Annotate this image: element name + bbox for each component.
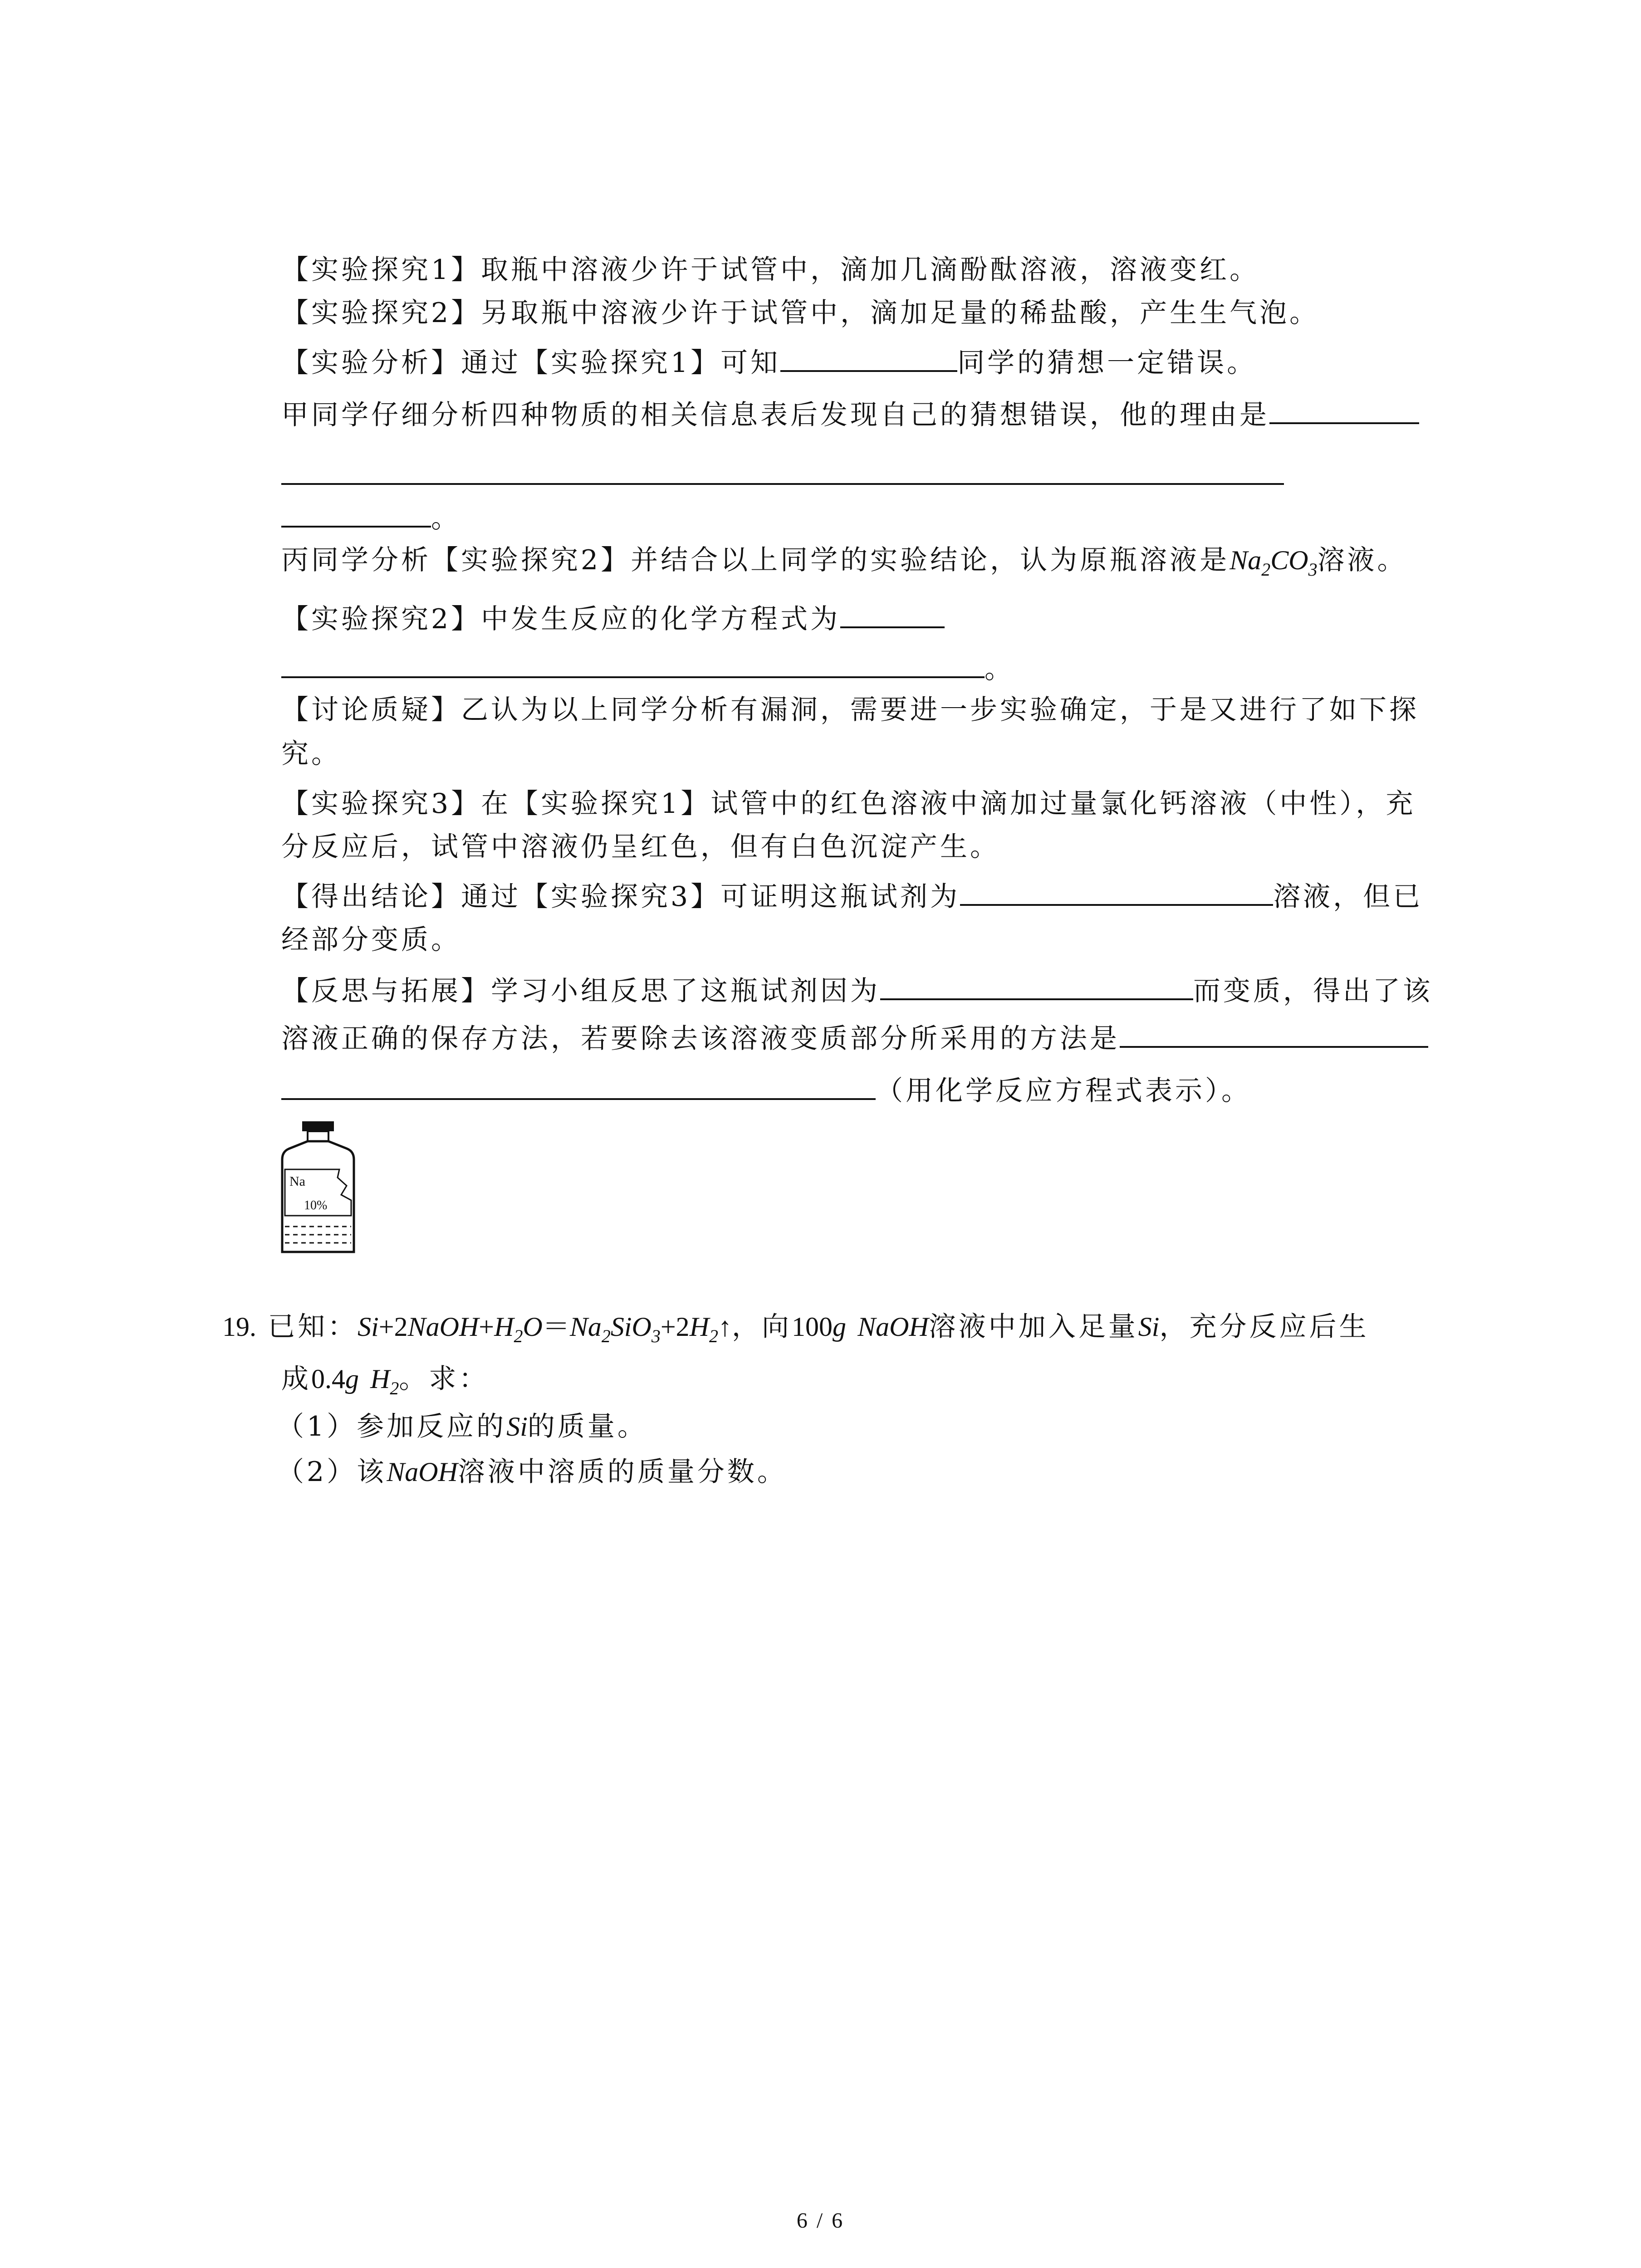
conclusion-text-end: 溶液，但已 <box>1273 881 1423 913</box>
answer-blank-method-2[interactable] <box>281 1071 876 1100</box>
label-text-percent: 10% <box>304 1198 328 1212</box>
q19-sub1-a: （1）参加反应的 <box>277 1411 507 1442</box>
reason-blank-end-line <box>281 498 461 539</box>
paragraph-analysis <box>281 342 1257 383</box>
q19-h2-mass: 0.4 <box>311 1364 345 1394</box>
paragraph-experiment-2: 【实验探究2】另取瓶中溶液少许于试管中，滴加足量的稀盐酸，产生生气泡。 <box>281 297 1320 329</box>
page-number: 6 / 6 <box>796 2209 845 2233</box>
label-text-na: Na <box>289 1174 305 1189</box>
paragraph-discussion: 【讨论质疑】乙认为以上同学分析有漏洞，需要进一步实验确定，于是又进行了如下探 <box>281 694 1419 726</box>
jia-reason-text: 甲同学仔细分析四种物质的相关信息表后发现自己的猜想错误，他的理由是 <box>281 399 1269 431</box>
reagent-bottle-illustration <box>279 1119 358 1256</box>
q19-unit-g2: g <box>345 1364 359 1394</box>
answer-blank-cause[interactable] <box>880 971 1193 1000</box>
period: 。 <box>985 653 1014 685</box>
answer-blank-reason-3[interactable] <box>281 499 431 528</box>
q19-sub1-b: 的质量。 <box>527 1411 647 1442</box>
question-19-sub-1 <box>277 1406 647 1447</box>
reflection-cont-text: 溶液正确的保存方法，若要除去该溶液变质部分所采用的方法是 <box>281 1023 1120 1055</box>
q19-text-b: 溶液中加入足量 <box>928 1311 1138 1343</box>
paragraph-discussion-cont: 究。 <box>281 738 341 770</box>
q19-sub2-naoh: NaOH <box>387 1457 458 1487</box>
paragraph-experiment-3-cont: 分反应后，试管中溶液仍呈红色，但有白色沉淀产生。 <box>281 831 1000 863</box>
q19-line2-b: 。求： <box>399 1363 489 1395</box>
answer-blank-reagent[interactable] <box>960 877 1273 906</box>
question-19-line-2 <box>281 1359 489 1399</box>
paragraph-reflection <box>281 971 1433 1012</box>
q19-sub1-si: Si <box>506 1412 528 1442</box>
q19-intro: 已知： <box>268 1311 358 1343</box>
bing-text: 丙同学分析【实验探究2】并结合以上同学的实验结论，认为原瓶溶液是 <box>281 544 1230 576</box>
q19-unit-g: g <box>833 1312 847 1342</box>
answer-blank-method-1[interactable] <box>1120 1019 1428 1048</box>
paragraph-reflection-end <box>281 1070 1251 1111</box>
analysis-text-end: 同学的猜想一定错误。 <box>957 347 1257 379</box>
paragraph-experiment-3: 【实验探究3】在【实验探究1】试管中的红色溶液中滴加过量氯化钙溶液（中性），充 <box>281 788 1416 820</box>
formula-na2co3: $Na_2CO_3$ <box>1230 545 1318 580</box>
paragraph-bing-analysis <box>281 540 1407 581</box>
paragraph-equation-prompt <box>281 599 945 640</box>
q19-equation: $Si+2NaOH+H_2O=Na_2SiO_3+2H_2↑$ <box>358 1312 732 1346</box>
q19-sub2-b: 溶液中溶质的质量分数。 <box>457 1456 787 1488</box>
bottle-stopper <box>302 1121 334 1131</box>
bottle-neck <box>308 1131 328 1141</box>
answer-blank-reason-1[interactable] <box>1269 395 1419 424</box>
q19-line2-a: 成 <box>281 1363 311 1395</box>
analysis-text-start: 【实验分析】通过【实验探究1】可知 <box>281 347 781 379</box>
paragraph-conclusion <box>281 876 1423 917</box>
conclusion-text: 【得出结论】通过【实验探究3】可证明这瓶试剂为 <box>281 881 960 913</box>
period: 。 <box>431 503 461 534</box>
reflection-text-end: 而变质，得出了该 <box>1193 975 1433 1007</box>
paragraph-reflection-cont <box>281 1018 1428 1059</box>
answer-blank-equation-1[interactable] <box>840 599 945 628</box>
paragraph-conclusion-cont: 经部分变质。 <box>281 924 461 956</box>
paragraph-jia-reason <box>281 395 1419 435</box>
equation-blank-line <box>281 649 1014 689</box>
q19-text-a: ，向 <box>732 1311 792 1343</box>
question-19-line-1 <box>222 1306 1369 1347</box>
answer-blank-equation-2[interactable] <box>281 649 985 678</box>
q19-naoh: NaOH <box>857 1312 929 1342</box>
equation-prompt-text: 【实验探究2】中发生反应的化学方程式为 <box>281 603 841 635</box>
q19-mass: 100 <box>792 1312 833 1342</box>
question-19-sub-2 <box>277 1452 787 1492</box>
answer-blank-reason-2[interactable] <box>281 483 1284 485</box>
q19-text-c: ，充分反应后生 <box>1159 1311 1369 1343</box>
answer-blank-student[interactable] <box>780 343 957 372</box>
paragraph-experiment-1: 【实验探究1】取瓶中溶液少许于试管中，滴加几滴酚酞溶液，溶液变红。 <box>281 254 1260 286</box>
reflection-text: 【反思与拓展】学习小组反思了这瓶试剂因为 <box>281 975 880 1007</box>
q19-si: Si <box>1138 1312 1160 1342</box>
reflection-end-text: （用化学反应方程式表示）。 <box>876 1075 1251 1107</box>
q19-h2: $H_2$ <box>370 1364 399 1398</box>
q19-sub2-a: （2）该 <box>277 1456 387 1488</box>
bing-text-end: 溶液。 <box>1317 544 1407 576</box>
question-number: 19. <box>222 1312 256 1342</box>
